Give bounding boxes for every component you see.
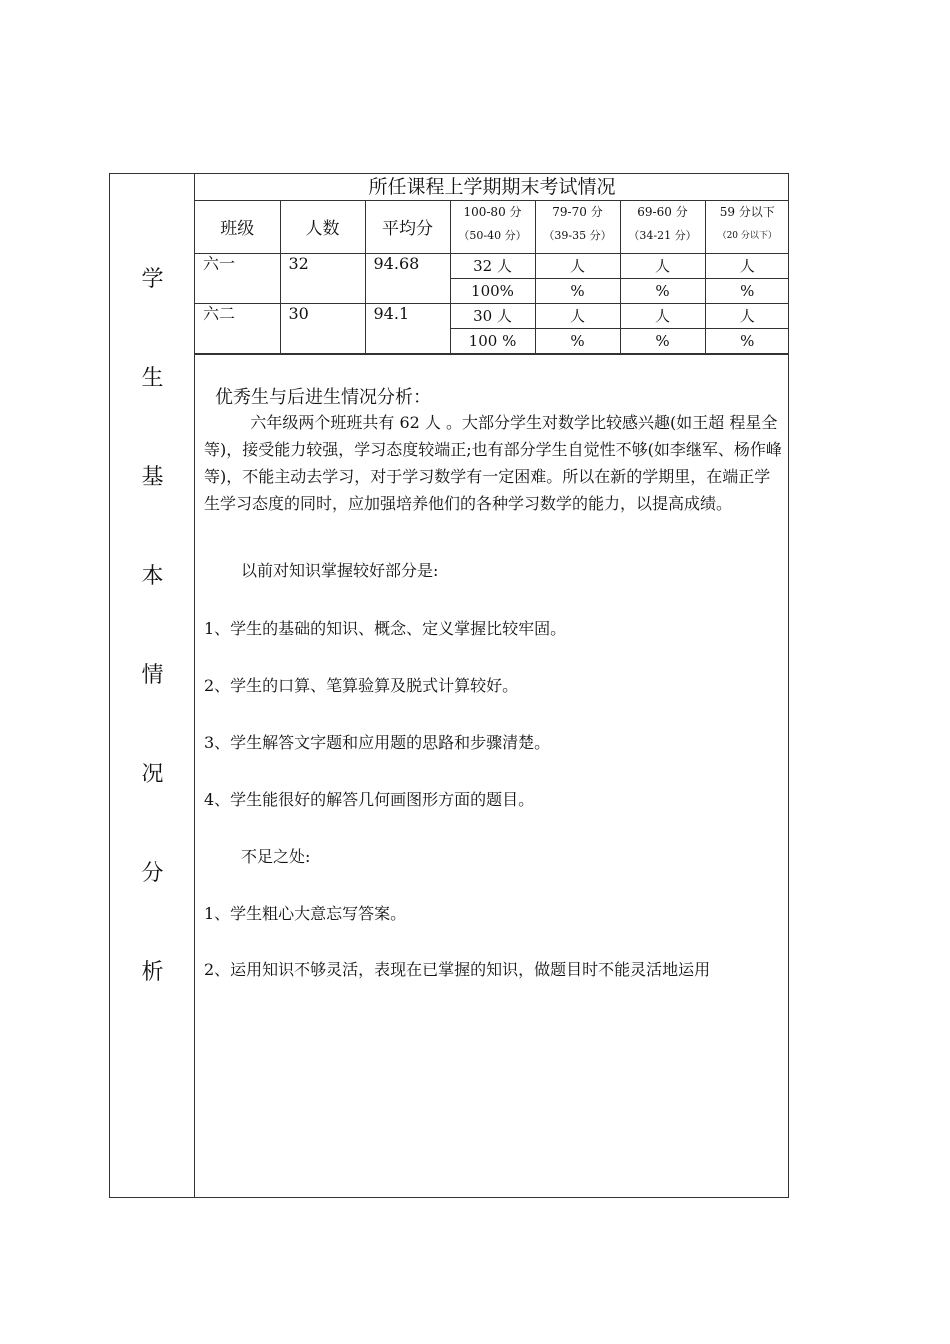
range-bottom: （50-40 分）: [458, 229, 527, 242]
header-range: [535, 201, 620, 253]
row-percent: %: [705, 278, 789, 303]
row-count: 30: [280, 303, 365, 353]
side-label-char: 学: [141, 267, 164, 292]
side-label-char: 分: [141, 861, 164, 886]
row-people: 人: [620, 253, 705, 278]
row-percent: %: [705, 328, 789, 353]
header-average: 平均分: [365, 201, 450, 253]
weaknesses-heading: 不足之处:: [241, 847, 311, 866]
row-people: 32 人: [450, 253, 535, 278]
row-class: 六一: [195, 253, 280, 303]
student-analysis-table: [109, 173, 789, 1198]
row-percent: %: [535, 328, 620, 353]
weakness-item: 1、学生粗心大意忘写答案。: [204, 904, 407, 923]
strength-item: 2、学生的口算、笔算验算及脱式计算较好。: [204, 676, 519, 695]
analysis-section: [195, 354, 789, 979]
header-count: 人数: [280, 201, 365, 253]
row-percent: %: [620, 278, 705, 303]
header-range: [620, 201, 705, 253]
range-bottom: （20 分以下）: [717, 231, 777, 241]
range-bottom: （39-35 分）: [543, 229, 612, 242]
side-label-char: 况: [141, 762, 164, 787]
table-row: [195, 253, 789, 278]
analysis-heading: 优秀生与后进生情况分析：: [215, 387, 431, 408]
row-percent: %: [620, 328, 705, 353]
range-bottom: （34-21 分）: [628, 229, 697, 242]
side-label-column: [110, 174, 195, 1197]
row-class: 六二: [195, 303, 280, 353]
exam-stats-table: [195, 201, 789, 354]
table-header-row: [195, 201, 789, 253]
row-people: 人: [705, 303, 789, 328]
content-area: [195, 174, 789, 1197]
side-label-char: 本: [141, 564, 164, 589]
row-percent: %: [535, 278, 620, 303]
strength-item: 3、学生解答文字题和应用题的思路和步骤清楚。: [204, 733, 551, 752]
header-class: 班级: [195, 201, 280, 253]
side-label-char: 生: [141, 366, 164, 391]
weakness-item: 2、运用知识不够灵活，表现在已掌握的知识，做题目时不能灵活地运用: [204, 960, 711, 979]
header-range: [705, 201, 789, 253]
strengths-heading: 以前对知识掌握较好部分是:: [241, 561, 439, 580]
range-top: 59 分以下: [719, 205, 775, 219]
range-top: 69-60 分: [637, 205, 688, 219]
row-count: 32: [280, 253, 365, 303]
row-average: 94.1: [365, 303, 450, 353]
range-top: 79-70 分: [552, 205, 603, 219]
header-range: [450, 201, 535, 253]
stats-title: 所任课程上学期期末考试情况: [195, 174, 789, 201]
row-people: 人: [705, 253, 789, 278]
table-row: [195, 303, 789, 328]
row-average: 94.68: [365, 253, 450, 303]
strength-item: 1、学生的基础的知识、概念、定义掌握比较牢固。: [204, 619, 567, 638]
strength-item: 4、学生能很好的解答几何画图形方面的题目。: [204, 790, 535, 809]
row-people: 30 人: [450, 303, 535, 328]
row-people: 人: [535, 303, 620, 328]
side-label-char: 析: [141, 960, 164, 985]
row-people: 人: [535, 253, 620, 278]
side-label-char: 基: [141, 465, 164, 490]
row-people: 人: [620, 303, 705, 328]
row-percent: 100%: [450, 278, 535, 303]
range-top: 100-80 分: [463, 205, 522, 219]
row-percent: 100 %: [450, 328, 535, 353]
side-label-char: 情: [141, 663, 164, 688]
analysis-paragraph: 六年级两个班班共有 62 人 。大部分学生对数学比较感兴趣(如王超 程星全等)，接受能力较强，学习态度较端正;也有部分学生自觉性不够(如李继军、杨作峰等)，不能主动去学习，对于学习数学有一定困难。所以在新的学期里，在端正学生学习态度的同时，应加强培养他们的各种学习数学的能力，以提高成绩。: [204, 413, 782, 513]
